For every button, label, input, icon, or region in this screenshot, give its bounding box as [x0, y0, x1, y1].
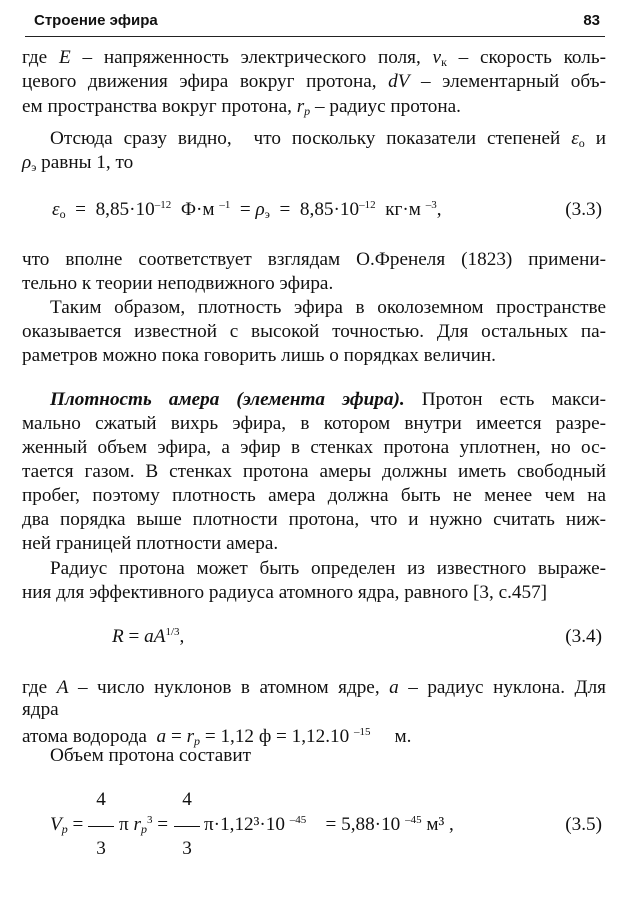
p7-line-1: где A – число нуклонов в атомном ядре, a – радиус нуклона. Для: [22, 677, 606, 698]
page-number: 83: [583, 12, 600, 29]
eq35-denominator-1: 3: [96, 838, 106, 859]
equation-3-3: $\varepsilon_о = 8,85\cdot 10^{-12}$ Ф·м $^{-1} = \rho_э = 8,85\cdot 10^{-12}$ кг·м $^{-3}$,: [52, 199, 442, 221]
p6-line-1: Радиус протона может быть определен из известного выраже-: [50, 558, 606, 579]
p6-line-2: ния для эффективного радиуса атомного ядра, равного [3, с.457]: [22, 582, 548, 603]
p5-line-1-rest: Протон есть макси-: [421, 389, 606, 410]
equation-3-3-number: (3.3): [565, 199, 602, 220]
equation-3-5-number: (3.5): [565, 814, 602, 835]
eq35-fraction-bar-2: [174, 826, 200, 827]
eq35-fraction-bar-1: [88, 826, 114, 827]
p8-line: Объем протона составит: [50, 745, 251, 766]
p4-line-3: раметров можно пока говорить лишь о порядках величин.: [22, 345, 496, 366]
p5-line-5: пробег, поэтому плотность амера должна быть не менее чем на: [22, 485, 606, 506]
p1-line-3: ем пространства вокруг протона, $r_p$ – радиус протона.: [22, 96, 461, 118]
p1-line-1: где E – напряженность электрического поля, $v_к$ – скорость коль-: [22, 47, 606, 69]
eq35-numerator-1: 4: [96, 789, 106, 810]
header-rule: [25, 36, 605, 37]
running-header-title: Строение эфира: [34, 12, 158, 29]
p3-line-2: тельно к теории неподвижного эфира.: [22, 273, 334, 294]
eq35-numerator-2: 4: [182, 789, 192, 810]
p1-line-2: цевого движения эфира вокруг протона, dV – элементарный объ-: [22, 71, 606, 92]
equation-3-4-number: (3.4): [565, 626, 602, 647]
p5-line-7: ней границей плотности амера.: [22, 533, 279, 554]
eq35-denominator-2: 3: [182, 838, 192, 859]
p5-heading: Плотность амера (элемента эфира).: [50, 389, 405, 410]
p2-line-2: $\rho_э$ равны 1, то: [22, 152, 134, 174]
p5-line-4: тается газом. В стенках протона амеры должны иметь свободный: [22, 461, 606, 482]
p4-line-2: оказывается известной с высокой точностью. Для остальных па-: [22, 321, 606, 342]
p5-line-1: [50, 388, 606, 412]
p7-line-3: атома водорода $a = r_p = 1,12$ ф = 1,12.10 $^{-15}$ м.: [22, 726, 412, 748]
p5-line-2: мально сжатый вихрь эфира, в котором внутри имеется разре-: [22, 413, 606, 434]
p5-line-3: женный объем эфира, а эфир в стенках протона уплотнен, но ос-: [22, 437, 606, 458]
eq35-lhs: $V_p$ =: [50, 814, 84, 836]
eq35-middle: π $r_p^3$ =: [119, 814, 169, 836]
p5-line-6: два порядка выше плотности протона, что и нужно считать ниж-: [22, 509, 606, 530]
p7-line-2: ядра: [22, 699, 59, 720]
p4-line-1: Таким образом, плотность эфира в околоземном пространстве: [50, 297, 606, 318]
equation-3-4: $R = aA^{1/3}$,: [112, 626, 185, 647]
eq35-rhs: π·1,12³·10 $^{-45}$ = 5,88·10 $^{-45}$ м³ ,: [204, 814, 454, 835]
p2-line-1: Отсюда сразу видно, что поскольку показатели степеней $\varepsilon_о$ и: [50, 128, 606, 150]
p3-line-1: что вполне соответствует взглядам О.Френеля (1823) примени-: [22, 249, 606, 270]
